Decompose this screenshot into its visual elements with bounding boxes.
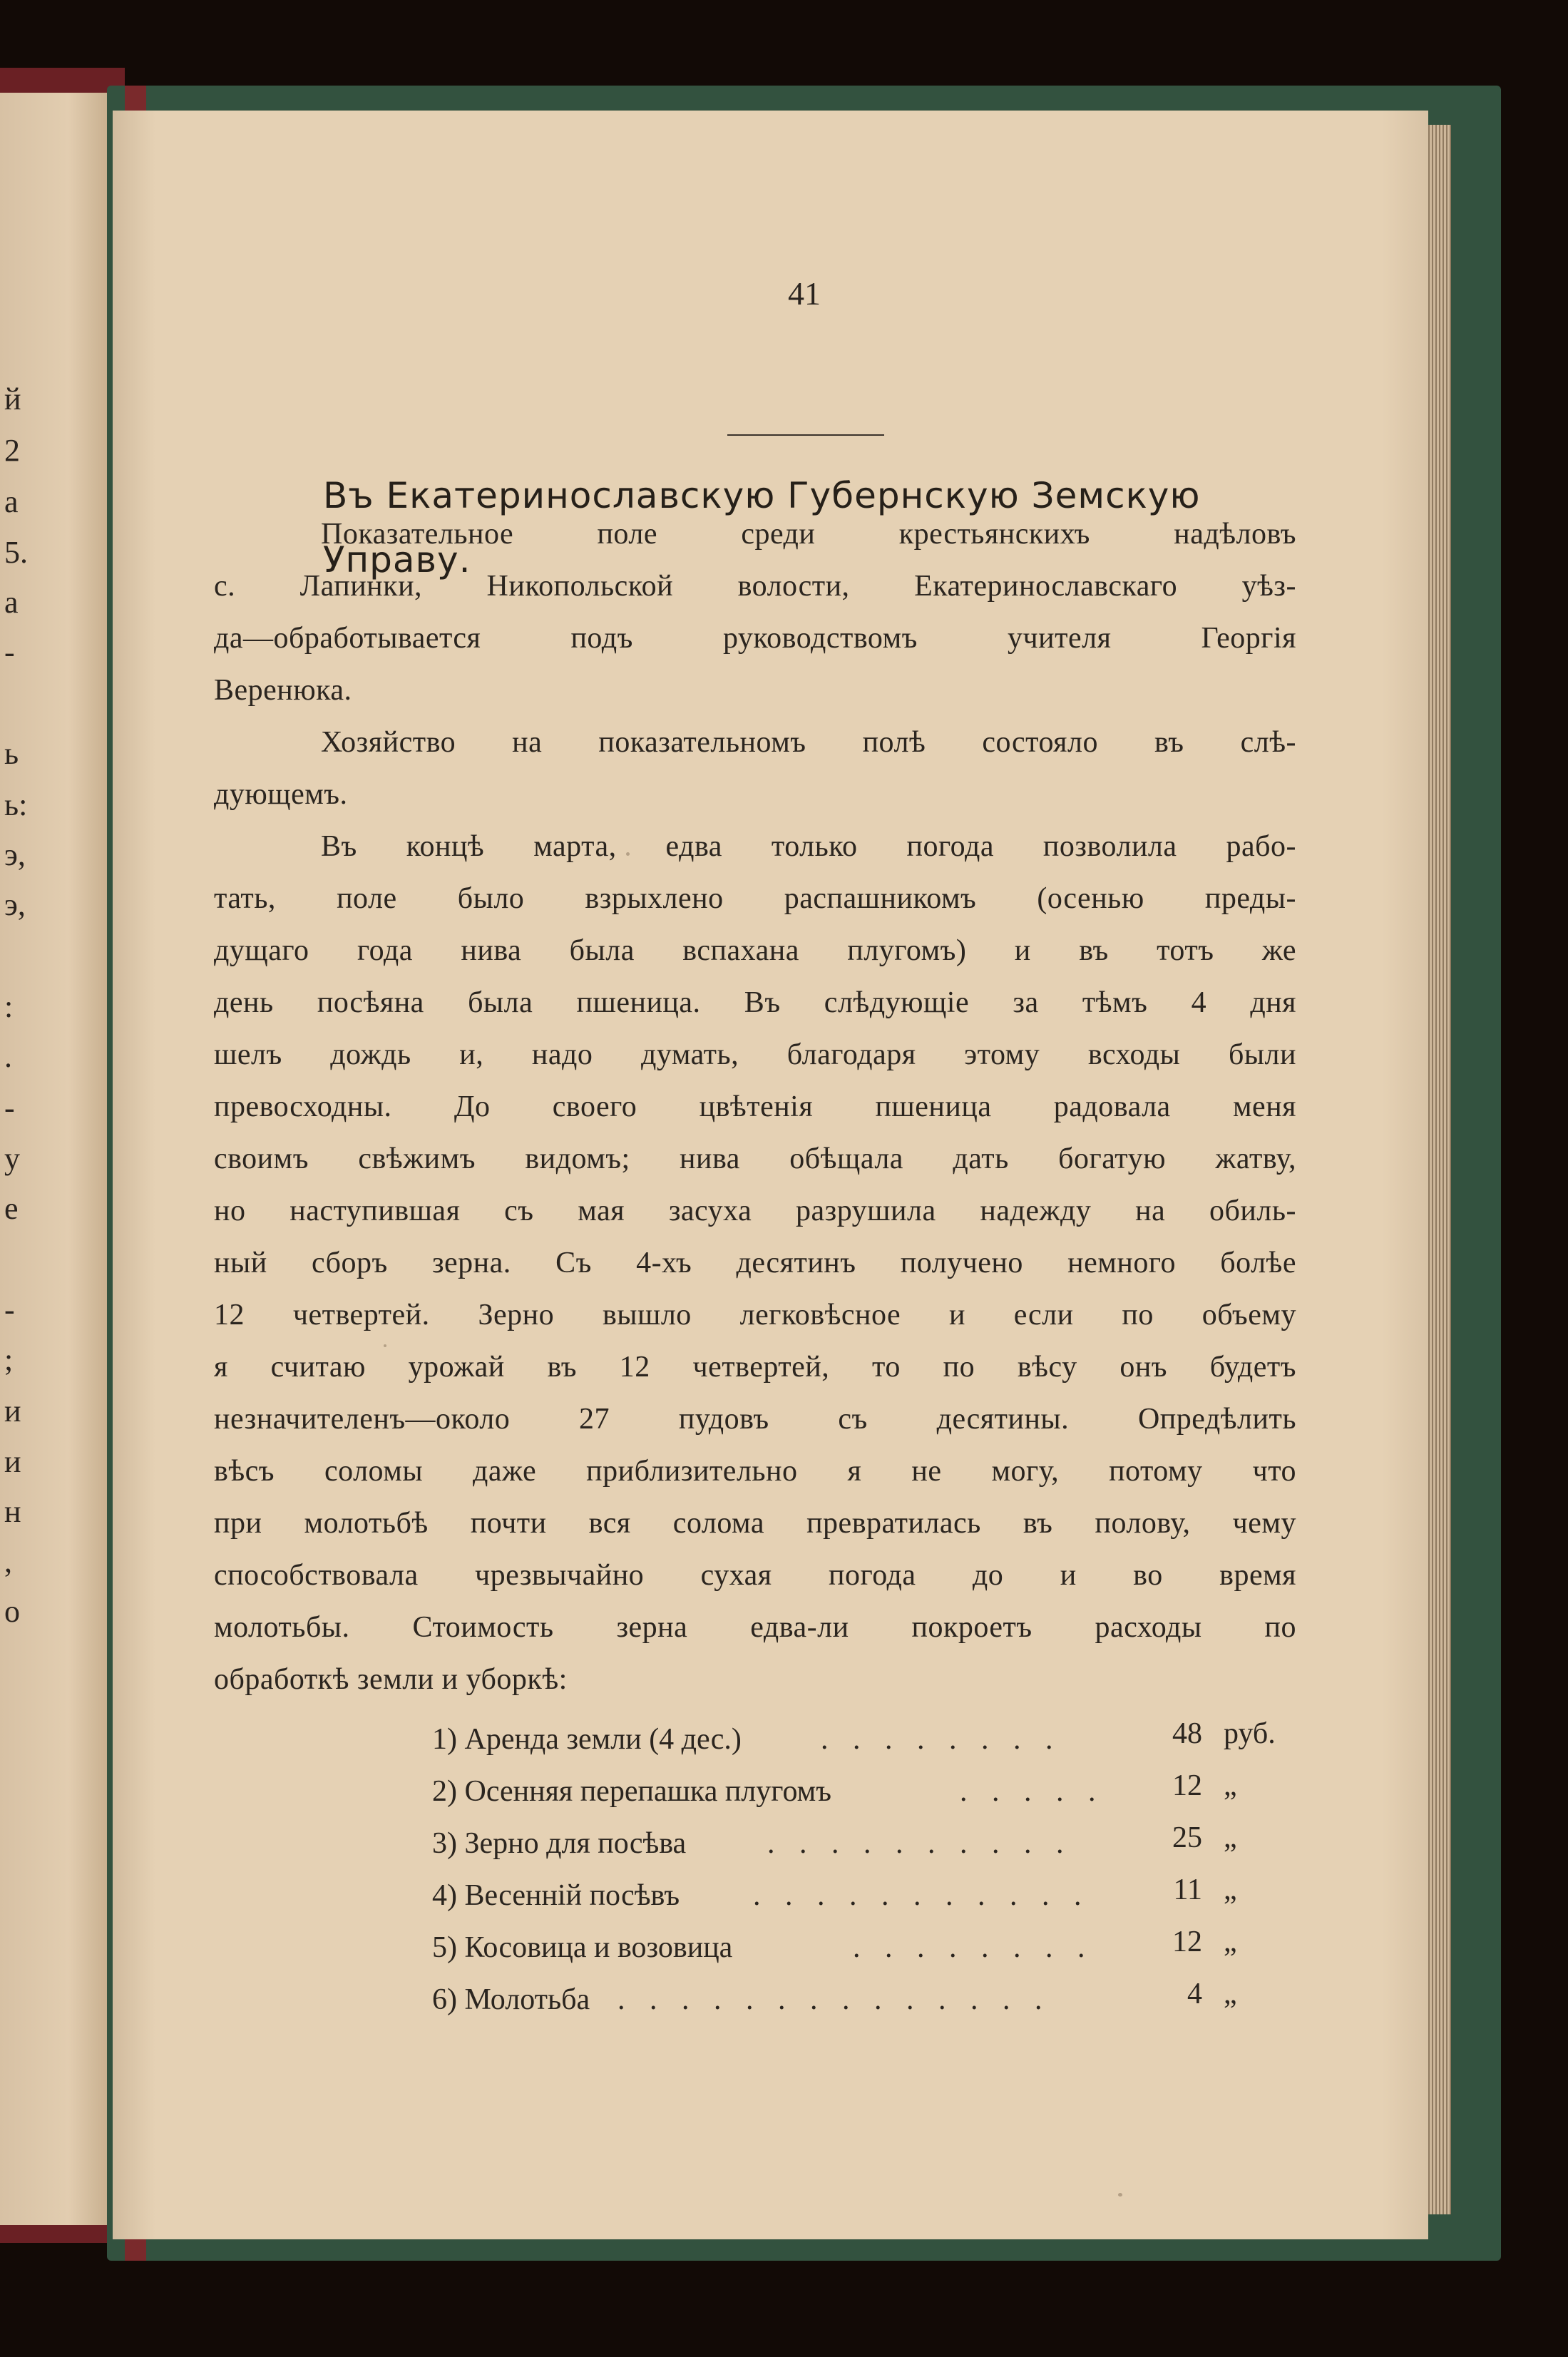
text-line: превосходны. До своего цвѣтенія пшеница радовала меня [214, 1090, 1296, 1123]
expense-amount: 12 [1172, 1769, 1202, 1802]
expense-row [432, 1926, 1327, 1973]
text-line: Веренюка. [214, 674, 352, 707]
edge-glyph: й [4, 382, 21, 416]
edge-glyph: у [4, 1141, 20, 1176]
expense-unit: „ [1224, 1926, 1237, 1958]
expense-label: 2) Осенняя перепашка плугомъ [432, 1775, 831, 1808]
text-line: способствовала чрезвычайно сухая погода до и во время [214, 1559, 1296, 1592]
expense-row [432, 1873, 1327, 1921]
page-number: 41 [788, 275, 821, 312]
text-line: своимъ свѣжимъ видомъ; нива обѣщала дать богатую жатву, [214, 1142, 1296, 1175]
text-line: да—обработывается подъ руководствомъ учителя Георгія [214, 622, 1296, 655]
expense-amount: 11 [1173, 1873, 1202, 1906]
text-line: ный сборъ зерна. Съ 4-хъ десятинъ получено немного болѣе [214, 1247, 1296, 1279]
text-line: но наступившая съ мая засуха разрушила надежду на обиль- [214, 1195, 1296, 1227]
leader-dots: . . . . . [960, 1775, 1105, 1808]
text-line: обработкѣ земли и уборкѣ: [214, 1663, 568, 1696]
edge-glyph: - [4, 635, 15, 670]
expense-unit: „ [1224, 1873, 1237, 1906]
edge-glyph: э, [4, 837, 26, 872]
expense-row [432, 1821, 1327, 1869]
leader-dots: . . . . . . . . . . . [753, 1879, 1090, 1912]
expense-row [432, 1978, 1327, 2025]
expense-label: 3) Зерно для посѣва [432, 1827, 687, 1860]
text-line: шелъ дождь и, надо думать, благодаря этому всходы были [214, 1038, 1296, 1071]
edge-glyph: 5. [4, 535, 28, 570]
text-line: с. Лапинки, Никопольской волости, Екатеринославскаго уѣз- [214, 570, 1296, 603]
text-line: дущаго года нива была вспахана плугомъ) и въ тотъ же [214, 934, 1296, 967]
paper-speck [1118, 2193, 1122, 2197]
edge-glyph: и [4, 1444, 21, 1479]
expense-row [432, 1769, 1327, 1817]
previous-page-edge [0, 93, 114, 2225]
section-heading: Въ Екатеринославскую Губернскую Земскую Управу. [323, 475, 1201, 581]
text-line: молотьбы. Стоимость зерна едва-ли покроетъ расходы по [214, 1611, 1296, 1644]
edge-glyph: ; [4, 1342, 14, 1377]
text-line: Въ концѣ марта, едва только погода позволила рабо- [321, 830, 1296, 863]
expense-unit: „ [1224, 1821, 1237, 1854]
edge-glyph: е [4, 1191, 19, 1226]
edge-glyph: н [4, 1494, 21, 1529]
expense-amount: 12 [1172, 1926, 1202, 1958]
text-line: вѣсъ соломы даже приблизительно я не могу, потому что [214, 1455, 1296, 1488]
text-line: 12 четвертей. Зерно вышло легковѣсное и если по объему [214, 1299, 1296, 1331]
leader-dots: . . . . . . . . . . [767, 1827, 1072, 1860]
text-line: Хозяйство на показательномъ полѣ состояло въ слѣ- [321, 726, 1296, 759]
text-line: дующемъ. [214, 778, 348, 811]
expense-amount: 25 [1172, 1821, 1202, 1854]
edge-glyph: - [4, 1090, 15, 1125]
edge-glyph: ь [4, 736, 19, 771]
edge-glyph: а [4, 484, 19, 519]
text-line: незначителенъ—около 27 пудовъ съ десятины. Опредѣлить [214, 1403, 1296, 1436]
leader-dots: . . . . . . . . [821, 1723, 1062, 1756]
expense-label: 1) Аренда земли (4 дес.) [432, 1723, 742, 1756]
text-line: я считаю урожай въ 12 четвертей, то по вѣсу онъ будетъ [214, 1351, 1296, 1384]
edge-glyph: 2 [4, 433, 20, 468]
edge-glyph: о [4, 1594, 20, 1629]
text-line: день посѣяна была пшеница. Въ слѣдующіе за тѣмъ 4 дня [214, 986, 1296, 1019]
expense-unit: руб. [1224, 1717, 1276, 1750]
edge-glyph: а [4, 585, 19, 620]
edge-glyph: . [4, 1039, 12, 1074]
edge-glyph: - [4, 1292, 15, 1327]
edge-glyph: : [4, 989, 14, 1024]
expense-unit: „ [1224, 1769, 1237, 1802]
page-number-rule [727, 434, 884, 436]
paper-speck [384, 1344, 386, 1347]
book-page [113, 111, 1428, 2239]
edge-glyph: э, [4, 887, 26, 922]
expense-label: 4) Весенній посѣвъ [432, 1879, 680, 1912]
leader-dots: . . . . . . . . [853, 1931, 1094, 1964]
expense-amount: 4 [1187, 1978, 1202, 2010]
expense-row [432, 1717, 1327, 1765]
text-line: при молотьбѣ почти вся солома превратилась въ полову, чему [214, 1507, 1296, 1540]
expense-label: 6) Молотьба [432, 1983, 590, 2016]
expense-unit: „ [1224, 1978, 1237, 2010]
edge-glyph: , [4, 1544, 12, 1579]
paper-speck [626, 852, 630, 856]
leader-dots: . . . . . . . . . . . . . . [618, 1983, 1051, 2016]
text-line: тать, поле было взрыхлено распашникомъ (осенью преды- [214, 882, 1296, 915]
edge-glyph: и [4, 1394, 21, 1428]
expense-label: 5) Косовица и возовица [432, 1931, 733, 1964]
text-line: Показательное поле среди крестьянскихъ надѣловъ [321, 518, 1296, 551]
expense-amount: 48 [1172, 1717, 1202, 1750]
edge-glyph: ь: [4, 787, 28, 822]
